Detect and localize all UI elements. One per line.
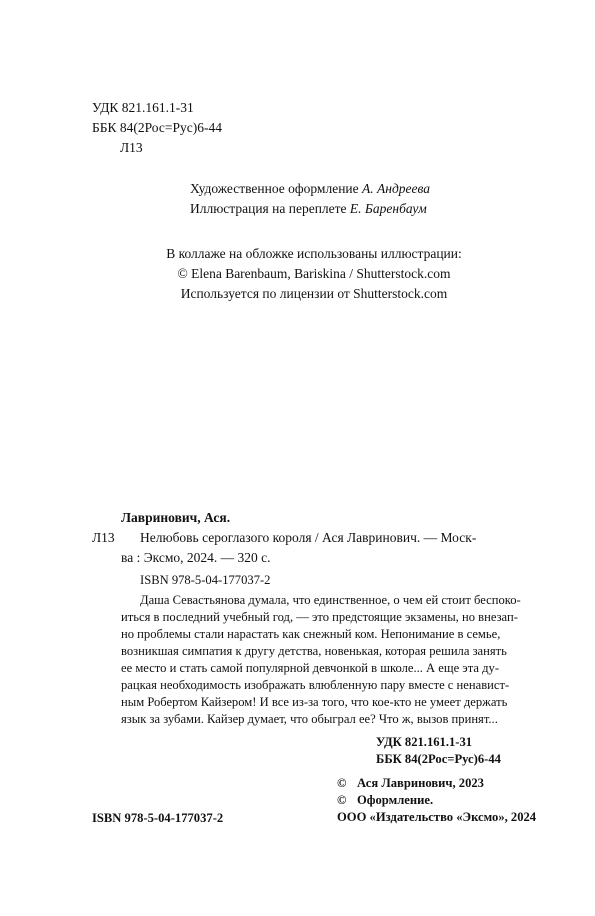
bbk-line: ББК 84(2Рос=Рус)6-44	[92, 120, 222, 135]
collage-line-3: Используется по лицензии от Shutterstock.com	[180, 286, 448, 301]
annotation-line: ным Робертом Кайзером! И все из-за того, что кое-кто не умеет держать	[121, 695, 508, 709]
illustration-label: Иллюстрация на переплете	[190, 201, 347, 216]
annotation-line: возникшая симпатия к другу детства, новенькая, которая решила занять	[121, 644, 507, 658]
collage-line-1: В коллаже на обложке использованы иллюстрации:	[166, 246, 462, 261]
collage-line-2: © Elena Barenbaum, Bariskina / Shutterstock.com	[177, 266, 451, 281]
copyright-author: Ася Лавринович, 2023	[357, 776, 484, 790]
classification-udk: УДК 821.161.1-31	[376, 735, 473, 749]
illustration-name: Е. Баренбаум	[349, 201, 427, 216]
copyright-publisher: ООО «Издательство «Эксмо», 2024	[337, 810, 537, 824]
copyright-design: Оформление.	[357, 793, 434, 807]
annotation-line: иться в последний учебный год, — это предстоящие экзамены, но внезап-	[121, 610, 518, 624]
copyright-symbol: ©	[337, 776, 347, 790]
biblio-author: Лавринович, Ася.	[121, 510, 231, 525]
annotation-line: Даша Севастьянова думала, что единственное, о чем ей стоит беспоко-	[140, 593, 521, 607]
author-mark: Л13	[120, 140, 143, 155]
annotation-line: язык за зубами. Кайзер думает, что обыграл ее? Что ж, вызов принят...	[121, 712, 498, 726]
biblio-title-line-1: Нелюбовь сероглазого короля / Ася Лавринович. — Моск-	[140, 530, 477, 545]
design-name: А. Андреева	[362, 181, 431, 196]
udk-line: УДК 821.161.1-31	[92, 100, 194, 115]
biblio-title-line-2: ва : Эксмо, 2024. — 320 с.	[121, 550, 271, 565]
illustration-credit	[190, 200, 427, 218]
design-credit	[190, 180, 430, 198]
annotation-line: но проблемы стали нарастать как снежный ком. Непонимание в семье,	[121, 627, 501, 641]
biblio-mark: Л13	[92, 530, 115, 545]
classification-bbk: ББК 84(2Рос=Рус)6-44	[376, 752, 501, 766]
design-label: Художественное оформление	[190, 181, 359, 196]
annotation-line: рацкая необходимость изображать влюбленную пару вместе с ненавист-	[121, 678, 510, 692]
biblio-isbn: ISBN 978-5-04-177037-2	[140, 573, 271, 587]
copyright-symbol: ©	[337, 793, 347, 807]
footer-isbn: ISBN 978-5-04-177037-2	[92, 811, 224, 825]
annotation-line: ее место и стать самой популярной девчонкой в школе... А еще эта ду-	[121, 661, 500, 675]
